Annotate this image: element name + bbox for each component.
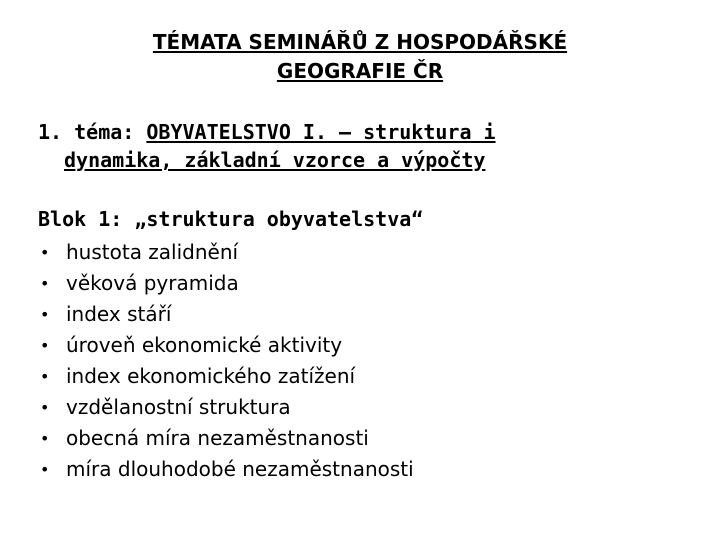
list-item bbox=[38, 330, 414, 361]
list-item bbox=[38, 237, 414, 268]
topic-line-2: dynamika, základní vzorce a výpočty bbox=[64, 148, 486, 172]
list-item bbox=[38, 268, 414, 299]
list-item-text: index ekonomického zatížení bbox=[66, 364, 356, 388]
bullet-icon: • bbox=[40, 243, 50, 262]
topic-prefix: 1. téma: bbox=[38, 120, 147, 144]
list-item-text: obecná míra nezaměstnanosti bbox=[66, 426, 369, 450]
bullet-list bbox=[38, 237, 414, 485]
bullet-icon: • bbox=[40, 460, 50, 479]
bullet-icon: • bbox=[40, 336, 50, 355]
title-line-1: TÉMATA SEMINÁŘŮ Z HOSPODÁŘSKÉ bbox=[152, 30, 568, 54]
list-item bbox=[38, 299, 414, 330]
list-item-text: hustota zalidnění bbox=[66, 240, 239, 264]
bullet-icon: • bbox=[40, 367, 50, 386]
topic-heading bbox=[38, 118, 698, 174]
list-item-text: vzdělanostní struktura bbox=[66, 395, 291, 419]
list-item-text: úroveň ekonomické aktivity bbox=[66, 333, 343, 357]
bullet-icon: • bbox=[40, 305, 50, 324]
list-item bbox=[38, 423, 414, 454]
bullet-icon: • bbox=[40, 398, 50, 417]
list-item-text: index stáří bbox=[66, 302, 172, 326]
list-item bbox=[38, 361, 414, 392]
list-item bbox=[38, 454, 414, 485]
topic-line-1: OBYVATELSTVO I. – struktura i bbox=[146, 120, 496, 144]
title-line-2: GEOGRAFIE ČR bbox=[276, 59, 444, 83]
block-heading: Blok 1: „struktura obyvatelstva“ bbox=[38, 207, 424, 231]
list-item bbox=[38, 392, 414, 423]
bullet-icon: • bbox=[40, 274, 50, 293]
bullet-icon: • bbox=[40, 429, 50, 448]
page-title bbox=[90, 28, 630, 86]
list-item-text: míra dlouhodobé nezaměstnanosti bbox=[66, 457, 414, 481]
list-item-text: věková pyramida bbox=[66, 271, 239, 295]
